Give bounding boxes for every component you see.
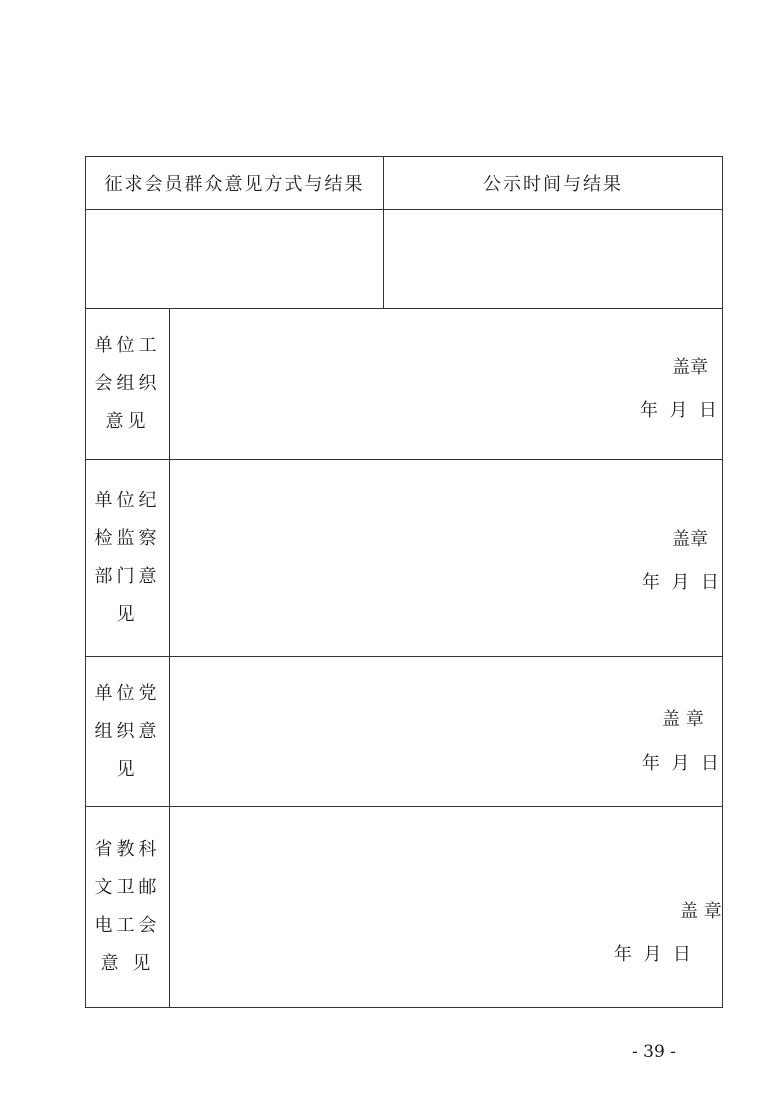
section-label [86, 309, 170, 459]
section-union-opinion [86, 308, 722, 459]
table-header-row [86, 157, 722, 209]
seal-label: 盖章 [672, 529, 708, 550]
section-discipline-opinion [86, 459, 722, 656]
label-line: 意见 [105, 411, 150, 432]
opinion-field[interactable] [170, 657, 722, 806]
label-line: 单位纪 [94, 490, 161, 511]
opinion-field[interactable] [170, 807, 722, 1007]
date-label: 年 月 日 [640, 400, 717, 421]
label-line: 文卫邮 [94, 877, 161, 898]
label-line: 电工会 [94, 915, 161, 936]
solicit-opinions-field[interactable] [86, 210, 384, 308]
seal-label: 盖 章 [662, 709, 704, 730]
section-provincial-union-opinion [86, 806, 722, 1007]
label-line: 省教科 [94, 839, 161, 860]
label-line: 单位党 [94, 682, 161, 704]
date-label: 年 月 日 [642, 572, 719, 593]
opinion-form-table [85, 156, 723, 1008]
seal-label: 盖章 [672, 357, 708, 378]
publicity-result-field[interactable] [384, 210, 722, 308]
label-line: 检监察 [94, 528, 161, 549]
label-line: 会组织 [94, 373, 161, 394]
label-line: 见 [116, 604, 139, 625]
label-line: 单位工 [94, 335, 161, 356]
page-number: - 39 - [632, 1042, 676, 1062]
date-label: 年 月 日 [614, 944, 691, 965]
label-line: 部门意 [94, 566, 161, 587]
opinion-field[interactable] [170, 309, 722, 459]
section-party-opinion [86, 656, 722, 806]
section-label [86, 657, 170, 806]
seal-label: 盖 章 [680, 901, 722, 922]
header-solicit-opinions: 征求会员群众意见方式与结果 [86, 157, 384, 209]
label-line: 见 [116, 758, 139, 780]
date-label: 年 月 日 [642, 753, 719, 774]
section-label [86, 807, 170, 1007]
section-label [86, 460, 170, 656]
table-blank-row [86, 209, 722, 308]
header-publicity-time: 公示时间与结果 [483, 174, 623, 195]
label-line: 组织意 [94, 720, 161, 742]
label-line: 意 见 [100, 953, 155, 974]
opinion-field[interactable] [170, 460, 722, 656]
